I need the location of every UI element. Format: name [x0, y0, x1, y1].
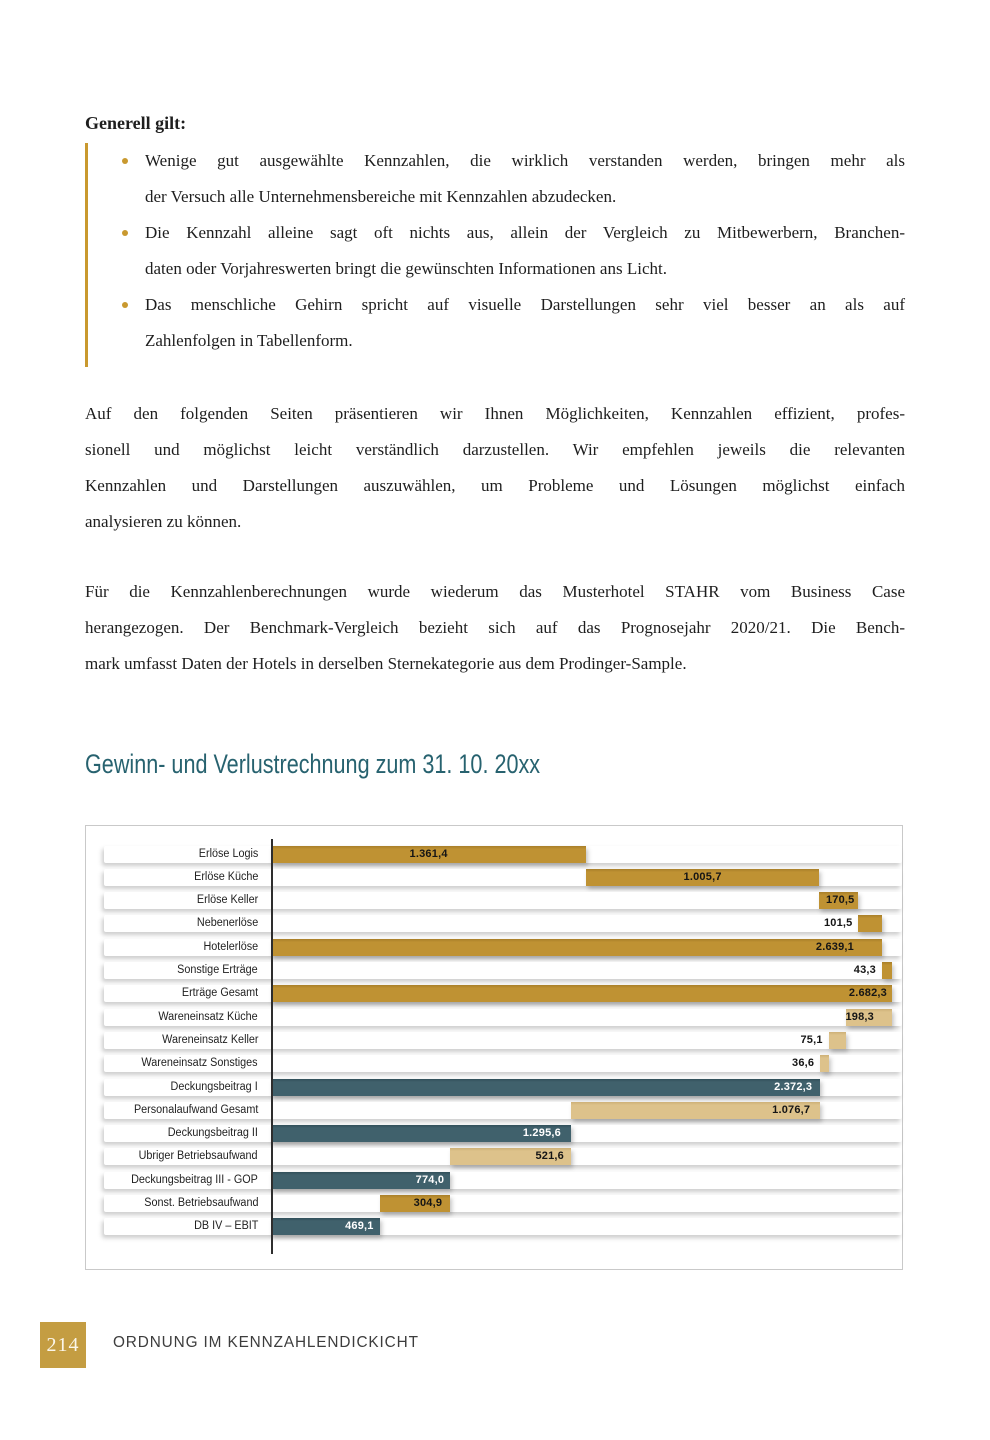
text-line: mark umfasst Daten der Hotels in derselben Sternekategorie aus dem Prodinger-Sample.: [85, 654, 687, 673]
bar-category-label: DB IV – EBIT: [193, 1220, 258, 1233]
text-line: Das menschliche Gehirn spricht auf visuelle Darstellungen sehr viel besser an als auf: [145, 295, 905, 314]
bar-category-label: Wareneinsatz Küche: [158, 1010, 258, 1023]
bar: [829, 1032, 846, 1049]
bar-category-label: Wareneinsatz Sonstiges: [141, 1057, 258, 1070]
text-line: Wenige gut ausgewählte Kennzahlen, die wirklich verstanden werden, bringen mehr als: [145, 151, 905, 170]
bullet-list: [85, 143, 905, 367]
bullet-text: [145, 143, 905, 215]
text-line: Zahlenfolgen in Tabellenform.: [145, 331, 353, 350]
text-line: Für die Kennzahlenberechnungen wurde wiederum das Musterhotel STAHR vom Business Case: [85, 582, 905, 601]
bar-category-label: Nebenerlöse: [196, 917, 258, 930]
bar-category-label: Erlöse Logis: [198, 847, 258, 860]
bullet-dot-column: [122, 143, 145, 215]
section-heading: Generell gilt:: [85, 113, 187, 133]
bar-value-label: 36,6: [792, 1057, 815, 1070]
bullet-item: [122, 215, 905, 287]
bar-category-label: Hotelerlöse: [203, 940, 258, 953]
text-line: herangezogen. Der Benchmark-Vergleich bezieht sich auf das Prognosejahr 2020/21. Die Bench-: [85, 618, 905, 637]
bar: [271, 985, 892, 1002]
bar-category-label: Sonstige Erträge: [177, 964, 258, 976]
bar-value-label: 1.295,6: [522, 1127, 561, 1140]
bar-category-label: Deckungsbeitrag II: [167, 1127, 258, 1140]
bullet-dot-icon: [122, 158, 128, 164]
bar-category-label: Deckungsbeitrag I: [170, 1080, 258, 1093]
bar-value-label: 101,5: [823, 917, 853, 930]
bar-value-label: 75,1: [800, 1033, 823, 1046]
bar-value-label: 304,9: [413, 1197, 443, 1209]
bar-value-label: 2.682,3: [848, 987, 887, 1000]
bullet-dot-icon: [122, 302, 128, 308]
bullet-dot-column: [122, 287, 145, 359]
text-line: Die Kennzahl alleine sagt oft nichts aus, allein der Vergleich zu Mitbewerbern, Branchen-: [145, 223, 905, 242]
bar-category-label: Erlöse Keller: [196, 894, 258, 907]
text-line: daten oder Vorjahreswerten bringt die gewünschten Informationen ans Licht.: [145, 259, 667, 278]
bar-value-label: 521,6: [535, 1150, 564, 1163]
bar-value-label: 198,3: [845, 1010, 874, 1023]
text-line: sionell und möglichst leicht verständlich darzustellen. Wir empfehlen jeweils die relevanten: [85, 440, 905, 459]
paragraph: [85, 396, 905, 540]
text-line: der Versuch alle Unternehmensbereiche mit Kennzahlen abzudecken.: [145, 187, 617, 206]
footer-chapter-title: ORDNUNG IM KENNZAHLENDICKICHT: [113, 1334, 419, 1351]
page-number: 214: [46, 1333, 80, 1356]
bar: [882, 962, 892, 979]
chart-title: Gewinn- und Verlustrechnung zum 31. 10. 20xx: [85, 749, 541, 779]
bar-value-label: 469,1: [345, 1220, 374, 1233]
bar-value-label: 1.361,4: [409, 847, 448, 860]
page-number-badge: [40, 1322, 86, 1368]
bullet-text: [145, 215, 905, 287]
bar-value-label: 1.005,7: [683, 870, 722, 883]
bullet-dot-icon: [122, 230, 128, 236]
bar-value-label: 43,3: [853, 964, 876, 976]
bar-category-label: Erlöse Küche: [193, 870, 258, 883]
bar-value-label: 2.639,1: [815, 940, 854, 953]
waterfall-chart: [85, 825, 903, 1270]
bullet-text: [145, 287, 905, 359]
bar-category-label: Übriger Betriebsaufwand: [139, 1150, 258, 1163]
bar-category-label: Deckungsbeitrag III - GOP: [131, 1173, 258, 1186]
text-line: Auf den folgenden Seiten präsentieren wir Ihnen Möglichkeiten, Kennzahlen effizient, profes-: [85, 404, 905, 423]
paragraph: [85, 574, 905, 682]
bar: [271, 939, 882, 956]
bar: [820, 1055, 828, 1072]
bar: [858, 915, 881, 932]
bar-value-label: 2.372,3: [774, 1080, 813, 1093]
chart-axis-line: [271, 839, 273, 1254]
bullet-item: [122, 287, 905, 359]
bar-value-label: 170,5: [825, 894, 855, 907]
bar-category-label: Personalaufwand Gesamt: [133, 1103, 258, 1116]
bar: [271, 1079, 820, 1096]
bar-category-label: Erträge Gesamt: [181, 987, 258, 1000]
bar-category-label: Sonst. Betriebsaufwand: [143, 1197, 258, 1209]
text-line: Kennzahlen und Darstellungen auszuwählen, um Probleme und Lösungen möglichst einfach: [85, 476, 905, 495]
bullet-item: [122, 143, 905, 215]
bar-value-label: 1.076,7: [772, 1103, 811, 1116]
bar-value-label: 774,0: [415, 1173, 445, 1186]
bar-category-label: Wareneinsatz Keller: [161, 1033, 258, 1046]
text-line: analysieren zu können.: [85, 512, 242, 531]
bullet-dot-column: [122, 215, 145, 287]
